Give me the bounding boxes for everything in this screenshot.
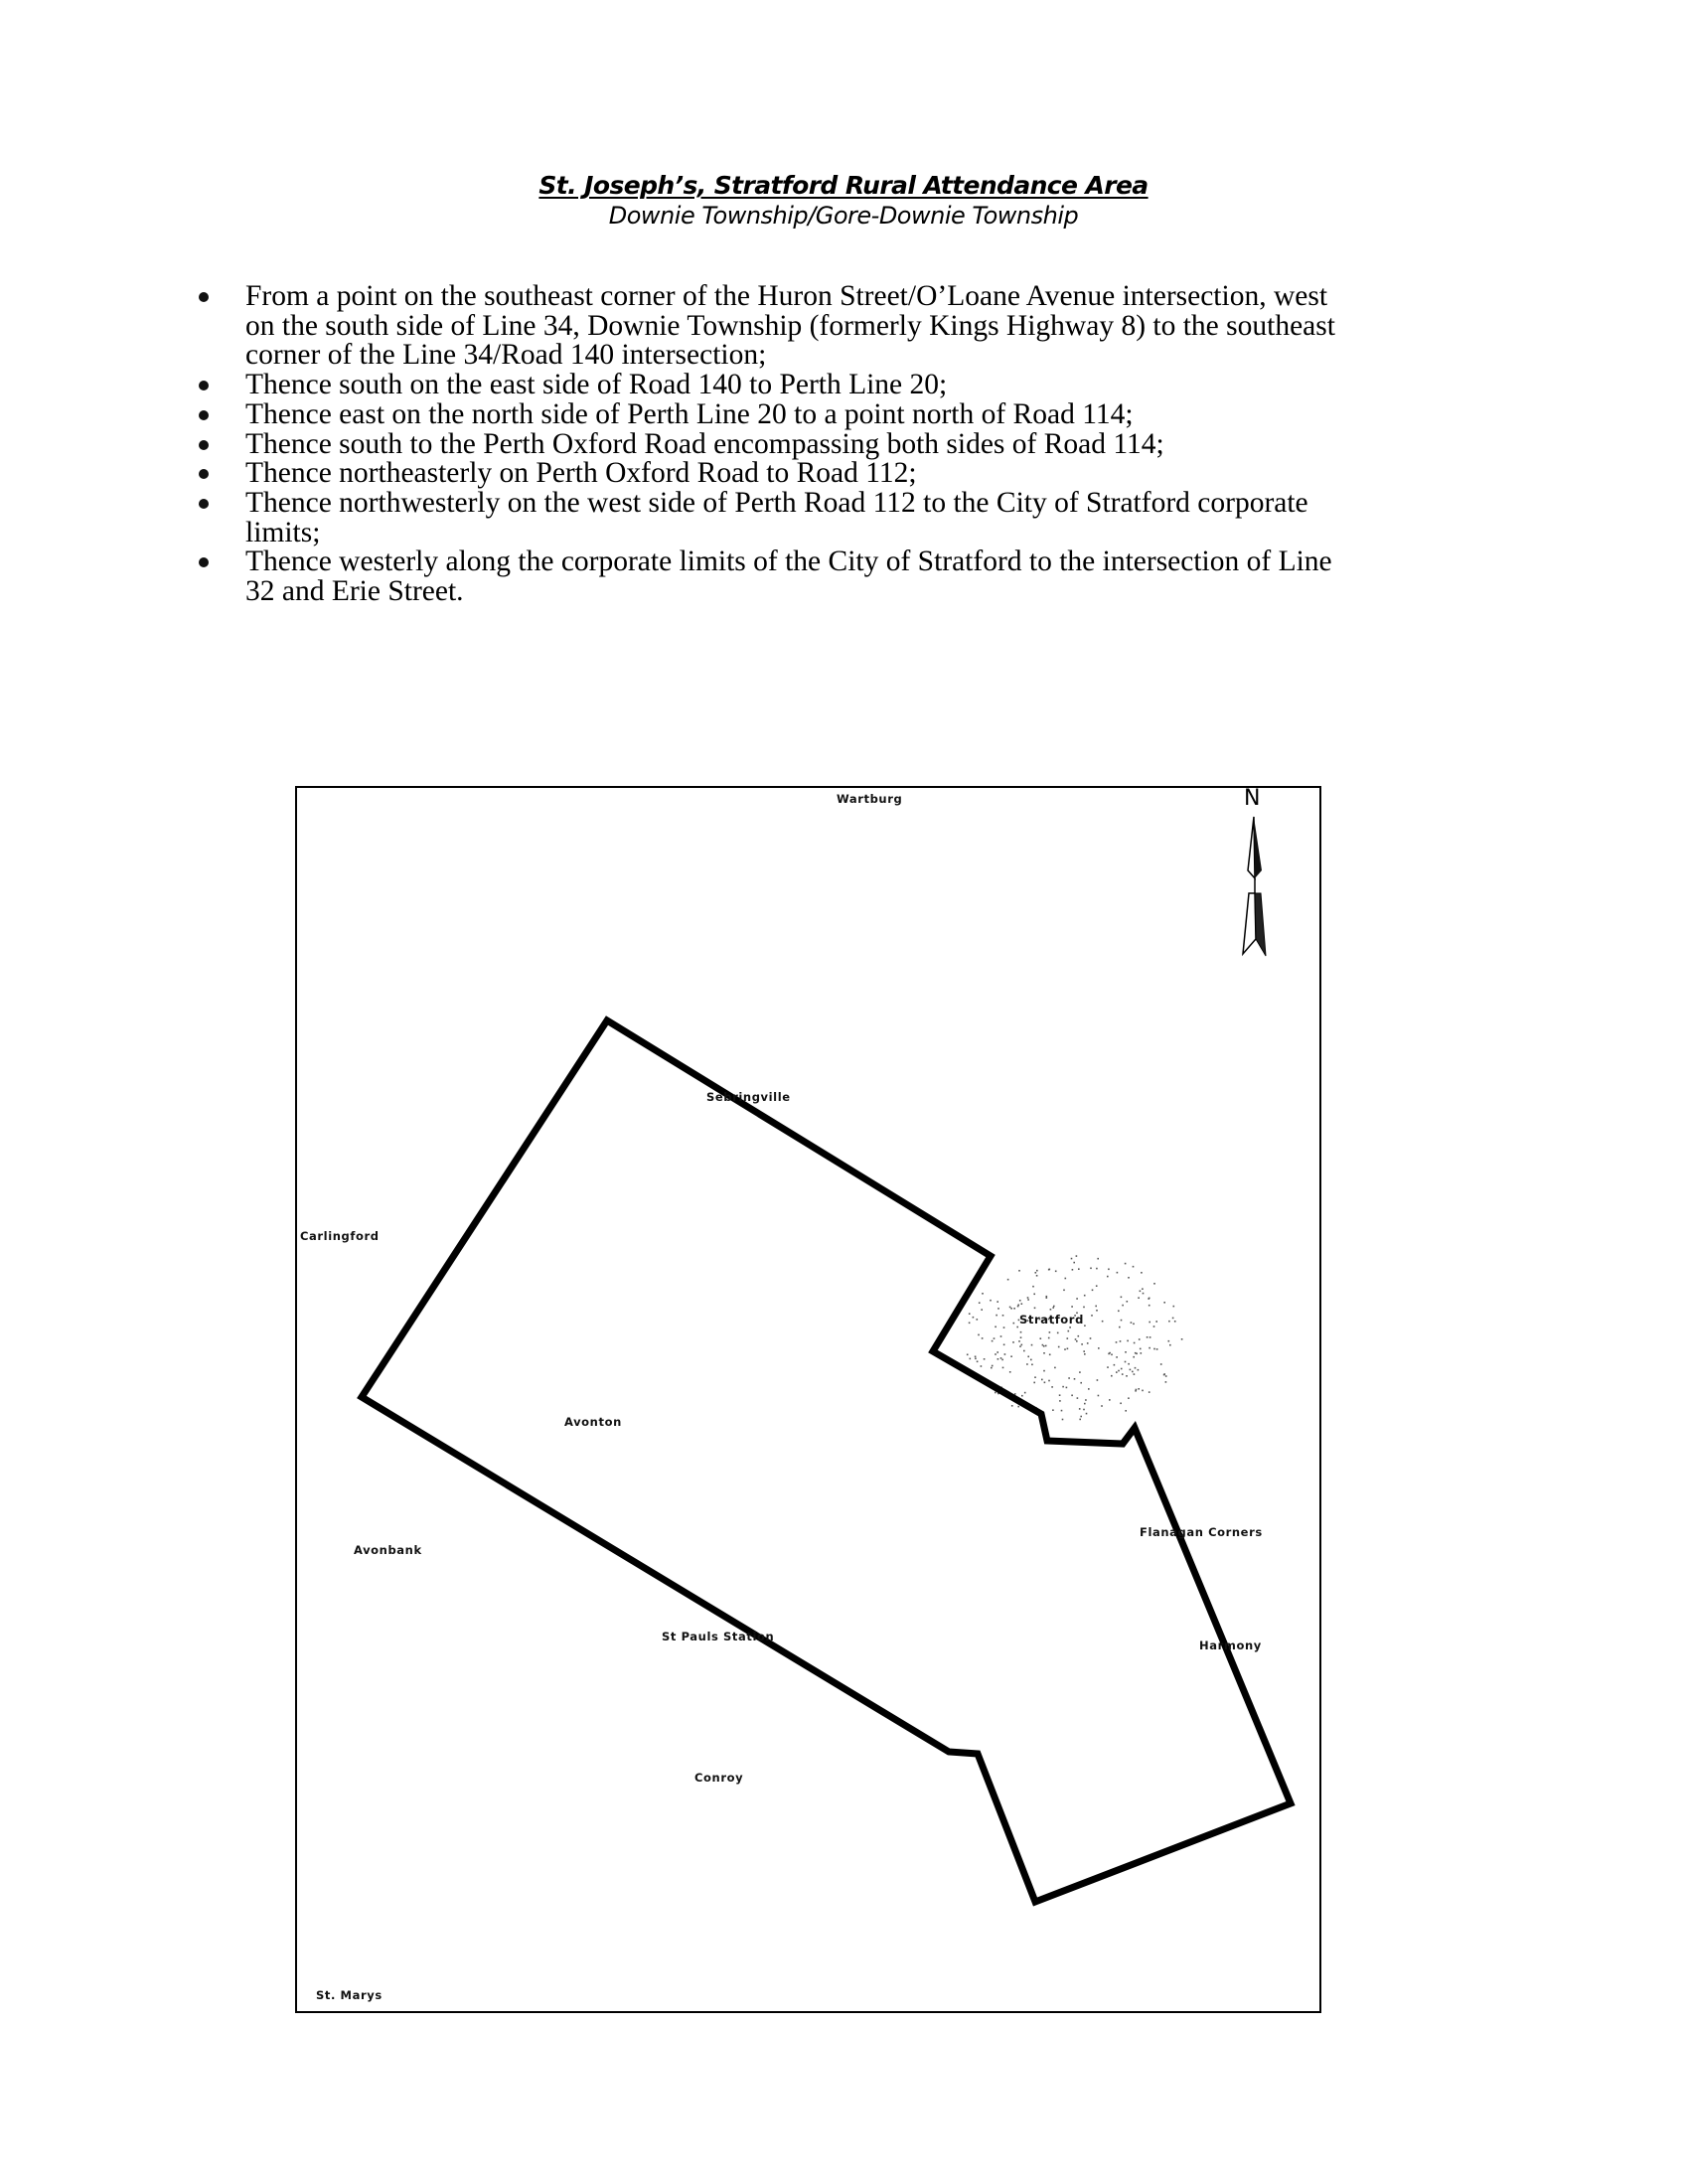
- stipple-dot: [1173, 1306, 1175, 1308]
- stipple-dot: [1074, 1378, 1076, 1380]
- stipple-dot: [1140, 1348, 1142, 1350]
- place-label-avonbank: Avonbank: [354, 1543, 422, 1557]
- north-arrow-icon: [1243, 817, 1266, 956]
- stipple-dot: [1169, 1344, 1171, 1346]
- stipple-dot: [1001, 1359, 1003, 1361]
- stipple-dot: [1133, 1324, 1135, 1326]
- stipple-dot: [1071, 1306, 1073, 1308]
- stipple-dot: [992, 1365, 994, 1367]
- stipple-dot: [1116, 1371, 1118, 1373]
- stipple-dot: [1122, 1373, 1124, 1375]
- place-label-flanagan-corners: Flanagan Corners: [1140, 1525, 1263, 1539]
- stipple-dot: [1141, 1352, 1143, 1354]
- stipple-dot: [1096, 1268, 1098, 1270]
- list-item-text: limits;: [245, 516, 321, 548]
- stipple-dot: [1109, 1352, 1111, 1354]
- stipple-dot: [1080, 1382, 1082, 1384]
- stipple-dot: [997, 1301, 998, 1303]
- stipple-dot: [1155, 1321, 1157, 1323]
- stipple-dot: [1018, 1270, 1020, 1272]
- stipple-dot: [969, 1323, 971, 1325]
- stipple-dot: [1107, 1366, 1109, 1368]
- stipple-dot: [1135, 1352, 1137, 1354]
- stipple-dot: [1024, 1392, 1026, 1394]
- stipple-dot: [975, 1358, 977, 1360]
- stipple-dot: [1009, 1371, 1011, 1373]
- stipple-dot: [1128, 1397, 1130, 1399]
- stipple-dot: [1007, 1279, 1009, 1281]
- stipple-dot: [981, 1309, 983, 1311]
- stipple-dot: [1059, 1394, 1061, 1396]
- list-item-text: Thence northwesterly on the west side of Perth Road 112 to the City of Stratford corporate: [245, 486, 1308, 519]
- list-item-text: Thence south on the east side of Road 140 to Perth Line 20;: [245, 369, 948, 401]
- stipple-dot: [1090, 1337, 1092, 1339]
- stipple-dot: [1111, 1354, 1113, 1356]
- stipple-dot: [1149, 1305, 1150, 1307]
- stipple-dot: [1020, 1331, 1022, 1333]
- stipple-dot: [1048, 1380, 1050, 1382]
- stipple-dot: [1174, 1321, 1176, 1323]
- stipple-dot: [1020, 1336, 1022, 1338]
- stipple-dot: [1149, 1298, 1150, 1300]
- stipple-dot: [1101, 1405, 1103, 1407]
- stipple-dot: [1149, 1322, 1150, 1324]
- stipple-dot: [1075, 1338, 1077, 1340]
- stipple-dot: [1136, 1389, 1138, 1391]
- stipple-dot: [1043, 1370, 1045, 1372]
- stipple-dot: [1102, 1321, 1104, 1323]
- stipple-dot: [1095, 1306, 1097, 1308]
- stipple-dot: [1016, 1326, 1018, 1328]
- stipple-dot: [1114, 1364, 1116, 1366]
- stipple-dot: [977, 1319, 979, 1321]
- stipple-dot: [1059, 1400, 1061, 1402]
- stipple-dot: [1011, 1405, 1013, 1407]
- stipple-dot: [1068, 1377, 1070, 1379]
- stipple-dot: [1098, 1395, 1100, 1397]
- stipple-dot: [1043, 1352, 1045, 1354]
- stipple-dot: [984, 1358, 986, 1360]
- stipple-dot: [1098, 1347, 1100, 1349]
- stipple-dot: [1017, 1406, 1019, 1408]
- stipple-dot: [1041, 1379, 1043, 1381]
- stipple-dot: [1168, 1321, 1170, 1323]
- stipple-dot: [1084, 1325, 1086, 1326]
- stipple-dot: [1147, 1336, 1149, 1338]
- stipple-dot: [1163, 1302, 1165, 1304]
- stipple-dot: [1031, 1344, 1033, 1346]
- stipple-dot: [1036, 1275, 1038, 1277]
- list-item-text: Thence south to the Perth Oxford Road encompassing both sides of Road 114;: [245, 427, 1164, 460]
- stipple-dot: [1090, 1268, 1092, 1270]
- stipple-dot: [1078, 1335, 1080, 1337]
- place-label-stratford: Stratford: [1019, 1313, 1084, 1326]
- list-item-text: 32 and Erie Street.: [245, 575, 464, 608]
- stipple-dot: [979, 1302, 981, 1304]
- stipple-dot: [1072, 1269, 1074, 1271]
- stipple-dot: [1118, 1370, 1120, 1372]
- stipple-dot: [1125, 1263, 1127, 1265]
- stipple-dot: [1044, 1382, 1046, 1384]
- stipple-dot: [1119, 1326, 1121, 1328]
- stipple-dot: [1128, 1363, 1130, 1365]
- stipple-dot: [1021, 1303, 1023, 1305]
- stipple-dot: [1117, 1272, 1119, 1274]
- stipple-dot: [995, 1353, 997, 1355]
- stipple-dot: [1062, 1419, 1064, 1421]
- stipple-dot: [1163, 1373, 1165, 1375]
- stipple-dot: [1003, 1326, 1005, 1328]
- stipple-dot: [1004, 1353, 1006, 1355]
- document-subtitle: Downie Township/Gore-Downie Township: [608, 202, 1079, 230]
- stipple-dot: [1030, 1359, 1032, 1361]
- stipple-dot: [1107, 1276, 1109, 1278]
- stipple-dot: [977, 1361, 979, 1363]
- stipple-dot: [1096, 1285, 1098, 1287]
- stipple-dot: [975, 1356, 977, 1358]
- stipple-dot: [1066, 1387, 1068, 1389]
- stipple-dot: [1092, 1290, 1094, 1292]
- stipple-dot: [1120, 1340, 1122, 1342]
- stipple-dot: [1125, 1351, 1127, 1353]
- stipple-dot: [1046, 1297, 1048, 1299]
- stipple-dot: [991, 1367, 993, 1369]
- stipple-dot: [997, 1358, 999, 1360]
- place-label-st-marys: St. Marys: [316, 1988, 383, 2002]
- stipple-dot: [1118, 1311, 1120, 1313]
- stipple-dot: [1131, 1322, 1133, 1324]
- stipple-dot: [1021, 1344, 1023, 1346]
- stipple-dot: [1138, 1388, 1140, 1390]
- stipple-dot: [1045, 1345, 1047, 1347]
- stipple-dot: [1061, 1410, 1063, 1412]
- stipple-dot: [1084, 1403, 1086, 1405]
- stipple-dot: [1063, 1290, 1065, 1292]
- stipple-dot: [1127, 1301, 1129, 1303]
- stipple-dot: [1138, 1369, 1140, 1371]
- stipple-dot: [1149, 1347, 1150, 1349]
- stipple-dot: [1048, 1269, 1050, 1271]
- place-label-st-pauls-station: St Pauls Station: [662, 1630, 775, 1643]
- stipple-dot: [1122, 1305, 1124, 1307]
- stipple-dot: [996, 1315, 997, 1317]
- stipple-dot: [1133, 1356, 1135, 1358]
- stipple-dot: [1083, 1409, 1085, 1411]
- stipple-dot: [982, 1337, 984, 1339]
- stipple-dot: [1077, 1397, 1079, 1399]
- stipple-dot: [1127, 1340, 1129, 1342]
- list-item-text: Thence westerly along the corporate limits of the City of Stratford to the intersection of Line: [245, 546, 1332, 578]
- stipple-dot: [1079, 1408, 1081, 1410]
- list-item-text: Thence northeasterly on Perth Oxford Road to Road 112;: [245, 457, 917, 490]
- stipple-dot: [1013, 1308, 1015, 1310]
- stipple-dot: [1136, 1353, 1138, 1355]
- stipple-dot: [1076, 1255, 1078, 1257]
- stipple-dot: [1027, 1356, 1029, 1358]
- stipple-dot: [1121, 1368, 1123, 1370]
- stipple-dot: [1019, 1300, 1021, 1302]
- stipple-dot: [1048, 1337, 1050, 1339]
- stipple-dot: [1087, 1342, 1089, 1344]
- stipple-dot: [1071, 1258, 1073, 1260]
- stipple-dot: [1091, 1315, 1093, 1317]
- stipple-dot: [1067, 1337, 1069, 1339]
- stipple-dot: [1046, 1296, 1048, 1298]
- stipple-dot: [992, 1340, 994, 1342]
- stipple-dot: [1021, 1395, 1023, 1397]
- stipple-dot: [1120, 1403, 1122, 1405]
- list-item-text: on the south side of Line 34, Downie Township (formerly Kings Highway 8) to the southeast: [245, 309, 1335, 342]
- stipple-dot: [1012, 1341, 1014, 1343]
- stipple-dot: [1142, 1390, 1144, 1392]
- stipple-dot: [1000, 1357, 1002, 1359]
- stipple-dot: [1078, 1268, 1080, 1270]
- stipple-dot: [1081, 1343, 1083, 1345]
- stipple-dot: [1153, 1326, 1155, 1327]
- stipple-dot: [1053, 1306, 1055, 1308]
- stipple-dot: [1143, 1293, 1145, 1295]
- stipple-dot: [1126, 1375, 1128, 1377]
- stipple-dot: [1071, 1395, 1073, 1397]
- stipple-dot: [990, 1300, 992, 1302]
- stipple-dot: [1086, 1413, 1088, 1415]
- stipple-dot: [1168, 1340, 1170, 1342]
- stipple-dot: [970, 1358, 972, 1360]
- north-label: N: [1244, 786, 1261, 811]
- stipple-dot: [1040, 1337, 1042, 1339]
- stipple-dot: [1140, 1291, 1142, 1293]
- place-label-harmony: Harmony: [1199, 1638, 1262, 1652]
- stipple-dot: [1172, 1318, 1174, 1320]
- stipple-dot: [1149, 1391, 1150, 1393]
- stipple-dot: [1083, 1307, 1085, 1309]
- place-label-wartburg: Wartburg: [837, 792, 903, 806]
- stipple-dot: [1153, 1283, 1155, 1285]
- stipple-dot: [1088, 1388, 1090, 1390]
- stipple-dot: [994, 1337, 996, 1339]
- stipple-dot: [1057, 1332, 1059, 1334]
- stipple-dot: [1165, 1381, 1167, 1383]
- stipple-dot: [1084, 1353, 1086, 1355]
- stipple-dot: [973, 1317, 975, 1319]
- stipple-dot: [1002, 1367, 1004, 1369]
- list-item-text: corner of the Line 34/Road 140 intersection;: [245, 339, 767, 372]
- stipple-dot: [1073, 1262, 1075, 1264]
- stipple-dot: [1026, 1363, 1028, 1365]
- stipple-dot: [1121, 1297, 1123, 1299]
- stipple-dot: [1135, 1367, 1137, 1369]
- stipple-dot: [1085, 1399, 1087, 1401]
- stipple-dot: [1065, 1278, 1067, 1280]
- stipple-dot: [1125, 1410, 1127, 1412]
- stipple-dot: [1017, 1306, 1019, 1308]
- stipple-dot: [995, 1392, 997, 1394]
- stipple-dot: [1058, 1346, 1060, 1348]
- stipple-dot: [997, 1308, 999, 1310]
- stipple-dot: [1138, 1297, 1140, 1299]
- stipple-dot: [1000, 1335, 1002, 1337]
- stipple-dot: [969, 1313, 971, 1315]
- place-label-conroy: Conroy: [694, 1771, 744, 1785]
- stipple-dot: [1108, 1269, 1110, 1271]
- stipple-dot: [1018, 1340, 1020, 1342]
- stipple-dot: [1096, 1310, 1098, 1312]
- stipple-dot: [1083, 1350, 1085, 1352]
- stipple-dot: [1002, 1315, 1004, 1317]
- stipple-dot: [981, 1365, 983, 1367]
- stipple-dot: [1043, 1345, 1045, 1347]
- stipple-dot: [1134, 1342, 1136, 1344]
- stipple-dot: [1010, 1355, 1012, 1357]
- stipple-dot: [995, 1326, 997, 1328]
- stipple-dot: [1036, 1270, 1038, 1272]
- stipple-dot: [1079, 1419, 1081, 1421]
- stipple-dot: [1067, 1348, 1069, 1350]
- stipple-dot: [1033, 1294, 1035, 1296]
- stipple-dot: [1054, 1367, 1056, 1369]
- stipple-dot: [1139, 1338, 1141, 1340]
- stipple-dot: [1033, 1382, 1035, 1384]
- place-label-avonton: Avonton: [564, 1415, 622, 1429]
- stratford-urban-area: [967, 1255, 1183, 1420]
- stipple-dot: [1116, 1341, 1118, 1343]
- stipple-dot: [997, 1351, 998, 1353]
- stipple-dot: [1062, 1386, 1064, 1388]
- stipple-dot: [1023, 1350, 1025, 1352]
- stipple-dot: [1141, 1272, 1143, 1274]
- stipple-dot: [1181, 1338, 1183, 1340]
- stipple-dot: [1031, 1364, 1033, 1366]
- stipple-dot: [1080, 1416, 1082, 1418]
- stipple-dot: [1003, 1344, 1005, 1346]
- stipple-dot: [1010, 1308, 1012, 1310]
- stipple-dot: [1027, 1299, 1029, 1301]
- stipple-dot: [1068, 1330, 1070, 1332]
- stipple-dot: [1097, 1379, 1099, 1381]
- place-label-sebringville: Sebringville: [706, 1090, 791, 1104]
- list-item-text: From a point on the southeast corner of the Huron Street/O’Loane Avenue intersection, west: [245, 280, 1328, 312]
- stipple-dot: [1109, 1399, 1111, 1401]
- stipple-dot: [1165, 1375, 1167, 1377]
- stipple-dot: [1121, 1320, 1123, 1322]
- stipple-dot: [1076, 1298, 1078, 1300]
- stipple-dot: [1052, 1307, 1054, 1309]
- stipple-dot: [1128, 1277, 1130, 1279]
- stipple-dot: [1130, 1369, 1132, 1371]
- stipple-dot: [1034, 1308, 1036, 1310]
- stipple-dot: [1064, 1348, 1066, 1350]
- stipple-dot: [1160, 1363, 1162, 1365]
- stipple-dot: [1125, 1361, 1127, 1363]
- stipple-dot: [1050, 1309, 1052, 1311]
- stipple-dot: [1013, 1323, 1015, 1325]
- stipple-dot: [1034, 1376, 1036, 1378]
- stipple-dot: [982, 1293, 984, 1295]
- stipple-dot: [1142, 1288, 1144, 1290]
- stipple-dot: [1084, 1295, 1086, 1297]
- stipple-dot: [1035, 1272, 1037, 1274]
- stipple-dot: [1153, 1348, 1155, 1350]
- stipple-dot: [1055, 1271, 1057, 1273]
- stipple-dot: [1076, 1340, 1078, 1342]
- stipple-dot: [1049, 1354, 1051, 1356]
- place-label-carlingford: Carlingford: [300, 1229, 380, 1243]
- stipple-dot: [967, 1354, 969, 1356]
- stipple-dot: [1019, 1345, 1021, 1347]
- stipple-dot: [1079, 1371, 1081, 1373]
- stipple-dot: [1132, 1371, 1134, 1373]
- stipple-dot: [1134, 1373, 1136, 1375]
- stipple-dot: [1097, 1258, 1099, 1260]
- stipple-dot: [978, 1334, 980, 1336]
- stipple-dot: [1150, 1336, 1151, 1338]
- stipple-dot: [1052, 1409, 1054, 1411]
- stipple-dot: [1051, 1386, 1053, 1388]
- stipple-dot: [1156, 1348, 1158, 1350]
- stipple-dot: [1116, 1356, 1118, 1358]
- document-title: St. Joseph’s, Stratford Rural Attendance Area: [538, 171, 1149, 200]
- stipple-dot: [1009, 1307, 1011, 1309]
- stipple-dot: [1069, 1326, 1071, 1328]
- attendance-area-boundary: [362, 1020, 1291, 1902]
- list-item-text: Thence east on the north side of Perth Line 20 to a point north of Road 114;: [245, 397, 1134, 430]
- stipple-dot: [1133, 1266, 1135, 1268]
- stipple-dot: [1032, 1286, 1034, 1288]
- stipple-dot: [1111, 1375, 1113, 1377]
- stipple-dot: [1049, 1331, 1051, 1333]
- stipple-dot: [1027, 1297, 1029, 1299]
